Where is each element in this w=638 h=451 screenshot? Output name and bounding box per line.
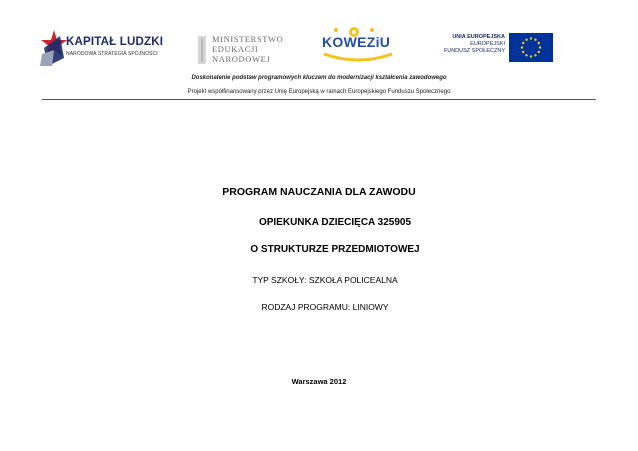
eu-star [530, 37, 532, 39]
ministry-line-1: MINISTERSTWO [212, 34, 284, 44]
eu-star [530, 55, 532, 57]
eu-text [425, 34, 505, 55]
eu-star [539, 46, 541, 48]
eu-star [521, 46, 523, 48]
eu-line-1: UNIA EUROPEJSKA [452, 34, 505, 40]
ministry-line-3: NARODOWEJ [212, 54, 271, 64]
program-structure: O STRUKTURZE PRZEDMIOTOWEJ [250, 244, 420, 255]
program-type: RODZAJ PROGRAMU: LINIOWY [261, 302, 389, 312]
ministry-line-2: EDUKACJI [212, 44, 259, 54]
kl-title: KAPITAŁ LUDZKI [66, 36, 164, 48]
project-tagline: Doskonalenie podstaw programowych kluczem do modernizacji kształcenia zawodowego [191, 75, 447, 81]
kapital-ludzki-logo [40, 28, 170, 68]
cofinancing-note: Projekt współfinansowany przez Unię Europejską w ramach Europejskiego Funduszu Społecznego [187, 89, 451, 95]
program-title: PROGRAM NAUCZANIA DLA ZAWODU [222, 186, 416, 198]
eu-star [525, 54, 527, 56]
header-divider [42, 99, 596, 100]
eu-star [522, 42, 524, 44]
eu-star [538, 42, 540, 44]
eu-star [525, 39, 527, 41]
eu-star [538, 51, 540, 53]
school-type: TYP SZKOŁY: SZKOŁA POLICEALNA [252, 275, 398, 285]
eu-star [534, 54, 536, 56]
eu-star [522, 51, 524, 53]
koweziu-text: KOWEZiU [322, 34, 391, 50]
eu-flag-icon [509, 33, 553, 62]
kl-grey-shape [40, 50, 54, 66]
eu-line-3: FUNDUSZ SPOŁECZNY [443, 48, 505, 54]
kl-subtitle: NARODOWA STRATEGIA SPÓJNOŚCI [66, 51, 158, 57]
eu-star [534, 39, 536, 41]
place-and-date: Warszawa 2012 [291, 377, 347, 386]
eu-line-2: EUROPEJSKI [470, 41, 505, 47]
profession-name: OPIEKUNKA DZIECIĘCA 325905 [258, 217, 412, 228]
